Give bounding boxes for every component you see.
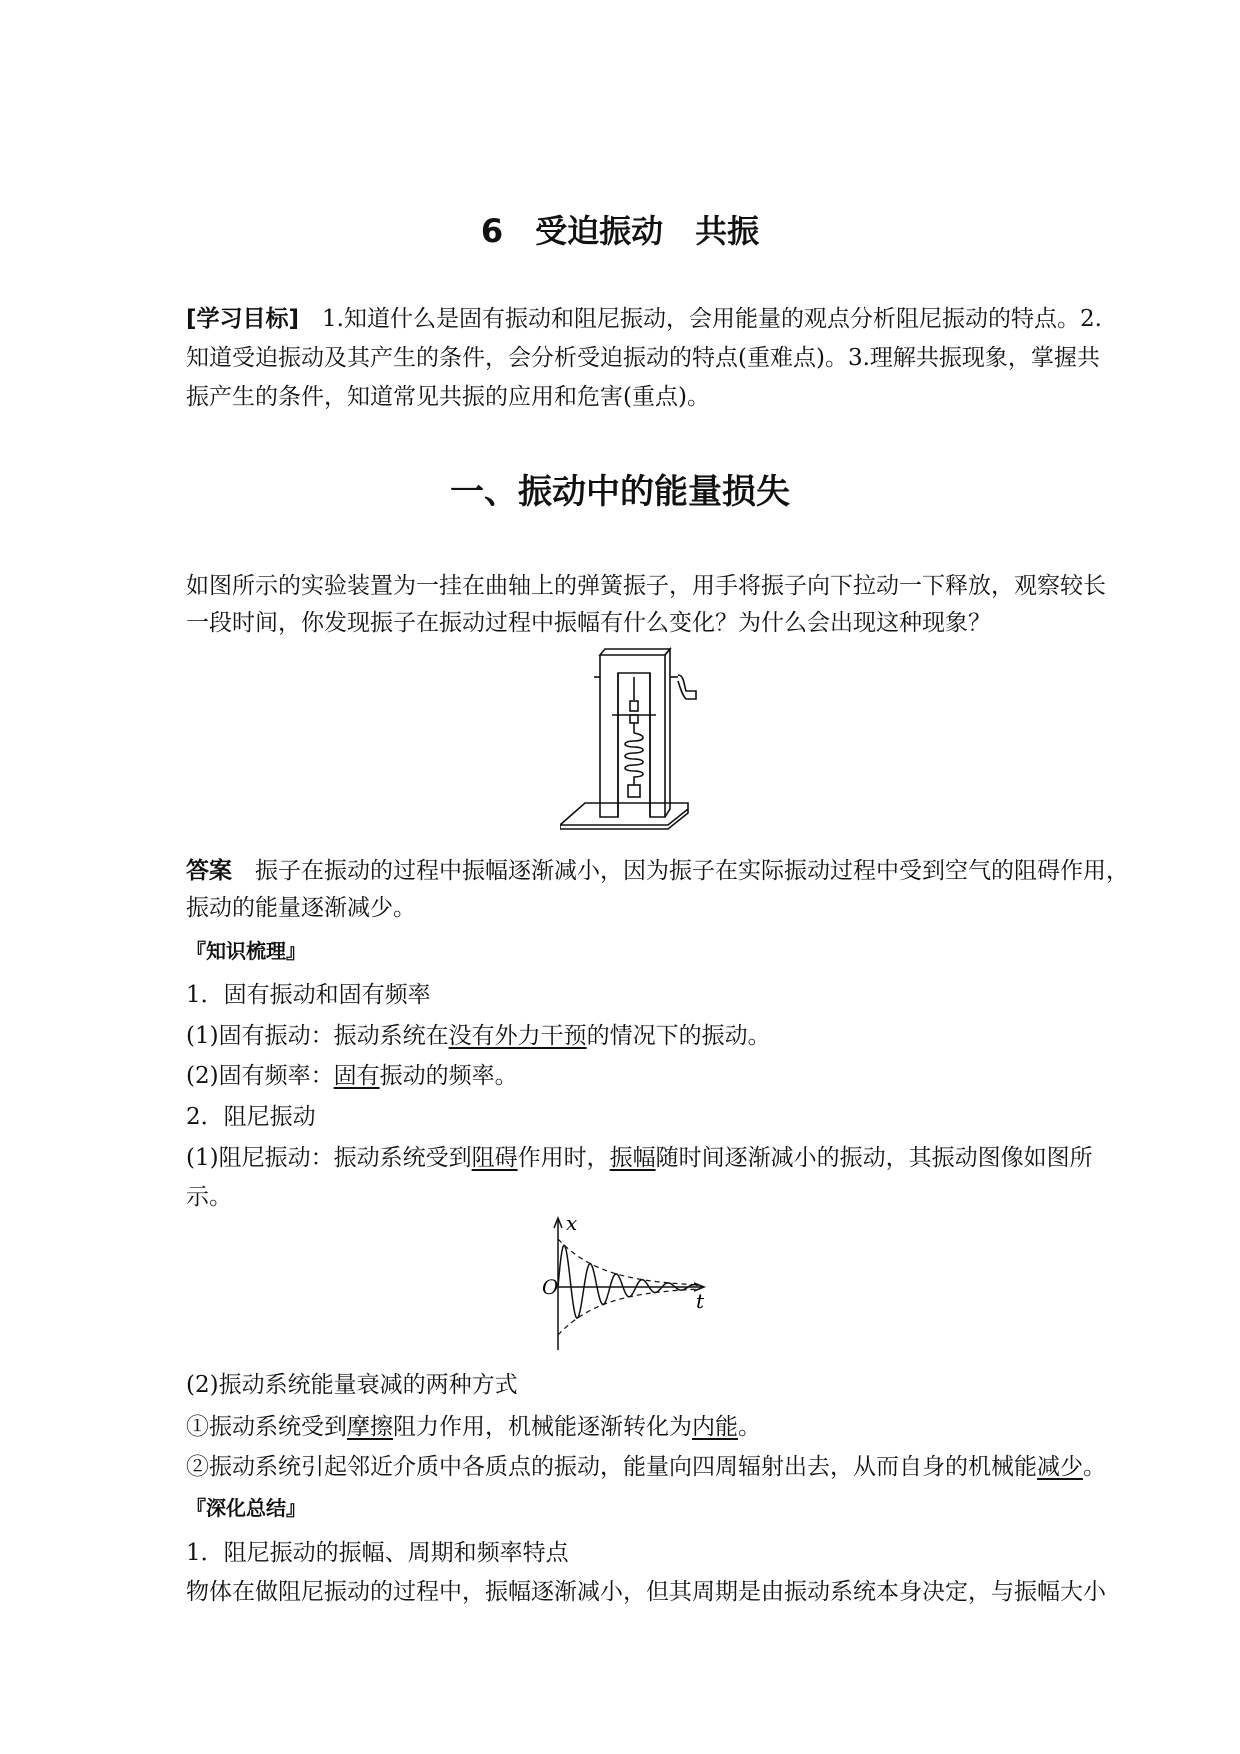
answer-label: 答案 <box>186 858 232 884</box>
knowledge-item-2-1-cont: 示。 <box>186 1184 232 1210</box>
text: 。 <box>738 1414 761 1440</box>
objectives-line-3: 振产生的条件，知道常见共振的应用和危害(重点)。 <box>186 384 710 410</box>
answer-blank: 固有 <box>333 1063 380 1089</box>
objectives-line-2: 知道受迫振动及其产生的条件，会分析受迫振动的特点(重难点)。3.理解共振现象，掌握共 <box>186 345 1100 371</box>
text: 作用时， <box>517 1145 610 1171</box>
section-heading: 一、振动中的能量损失 <box>450 472 790 512</box>
answer-blank: 摩擦 <box>347 1414 393 1440</box>
text: 。 <box>1083 1454 1106 1480</box>
text: (2)固有频率： <box>186 1063 334 1089</box>
text: (1)阻尼振动：振动系统受到 <box>186 1145 472 1171</box>
question-line-1: 如图所示的实验装置为一挂在曲轴上的弹簧振子，用手将振子向下拉动一下释放，观察较长 <box>186 573 1106 599</box>
question-line-2: 一段时间，你发现振子在振动过程中振幅有什么变化？为什么会出现这种现象？ <box>186 610 991 636</box>
knowledge-item-1-2 <box>186 1061 1066 1091</box>
summary-text: 物体在做阻尼振动的过程中，振幅逐渐减小，但其周期是由振动系统本身决定，与振幅大小 <box>186 1579 1106 1605</box>
spring-oscillator-apparatus-figure <box>560 645 700 830</box>
knowledge-item-2: 2．阻尼振动 <box>186 1104 316 1130</box>
summary-tag: 『深化总结』 <box>186 1496 306 1520</box>
text: 随时间逐渐减小的振动，其振动图像如图所 <box>655 1145 1093 1171</box>
objectives-line-1 <box>186 304 1102 334</box>
page-title: 6 受迫振动 共振 <box>480 212 760 250</box>
knowledge-tag: 『知识梳理』 <box>186 939 306 963</box>
objectives-text: 1.知道什么是固有振动和阻尼振动，会用能量的观点分析阻尼振动的特点。2. <box>299 306 1102 332</box>
summary-item-1: 1．阻尼振动的振幅、周期和频率特点 <box>186 1540 569 1566</box>
text: 振动的频率。 <box>379 1063 518 1089</box>
answer-blank: 内能 <box>692 1414 738 1440</box>
damped-oscillation-graph <box>540 1210 710 1355</box>
knowledge-item-2-2: (2)振动系统能量衰减的两种方式 <box>186 1372 518 1398</box>
answer-blank: 没有外力干预 <box>448 1023 587 1049</box>
answer-blank: 阻碍 <box>471 1145 518 1171</box>
origin-label: O <box>542 1275 559 1299</box>
t-axis-label: t <box>696 1289 705 1313</box>
text: ①振动系统受到 <box>186 1414 347 1440</box>
text: (1)固有振动：振动系统在 <box>186 1023 449 1049</box>
text: ②振动系统引起邻近介质中各质点的振动，能量向四周辐射出去，从而自身的机械能 <box>186 1454 1037 1480</box>
answer-blank: 减少 <box>1037 1454 1083 1480</box>
knowledge-item-2-2-a <box>186 1412 1066 1442</box>
objectives-label: [学习目标] <box>186 306 300 332</box>
x-axis-label: x <box>566 1211 578 1235</box>
answer-blank: 振幅 <box>609 1145 656 1171</box>
envelope-upper <box>558 1239 698 1285</box>
knowledge-item-1-1 <box>186 1021 1066 1051</box>
answer-line-1 <box>186 856 1129 886</box>
knowledge-item-1: 1．固有振动和固有频率 <box>186 982 431 1008</box>
text: 的情况下的振动。 <box>586 1023 771 1049</box>
answer-text: 振子在振动的过程中振幅逐渐减小，因为振子在实际振动过程中受到空气的阻碍作用， <box>232 858 1129 884</box>
answer-line-2: 振动的能量逐渐减少。 <box>186 895 416 921</box>
knowledge-item-2-1 <box>186 1143 1093 1173</box>
text: 阻力作用，机械能逐渐转化为 <box>393 1414 692 1440</box>
knowledge-item-2-2-b <box>186 1452 1106 1482</box>
